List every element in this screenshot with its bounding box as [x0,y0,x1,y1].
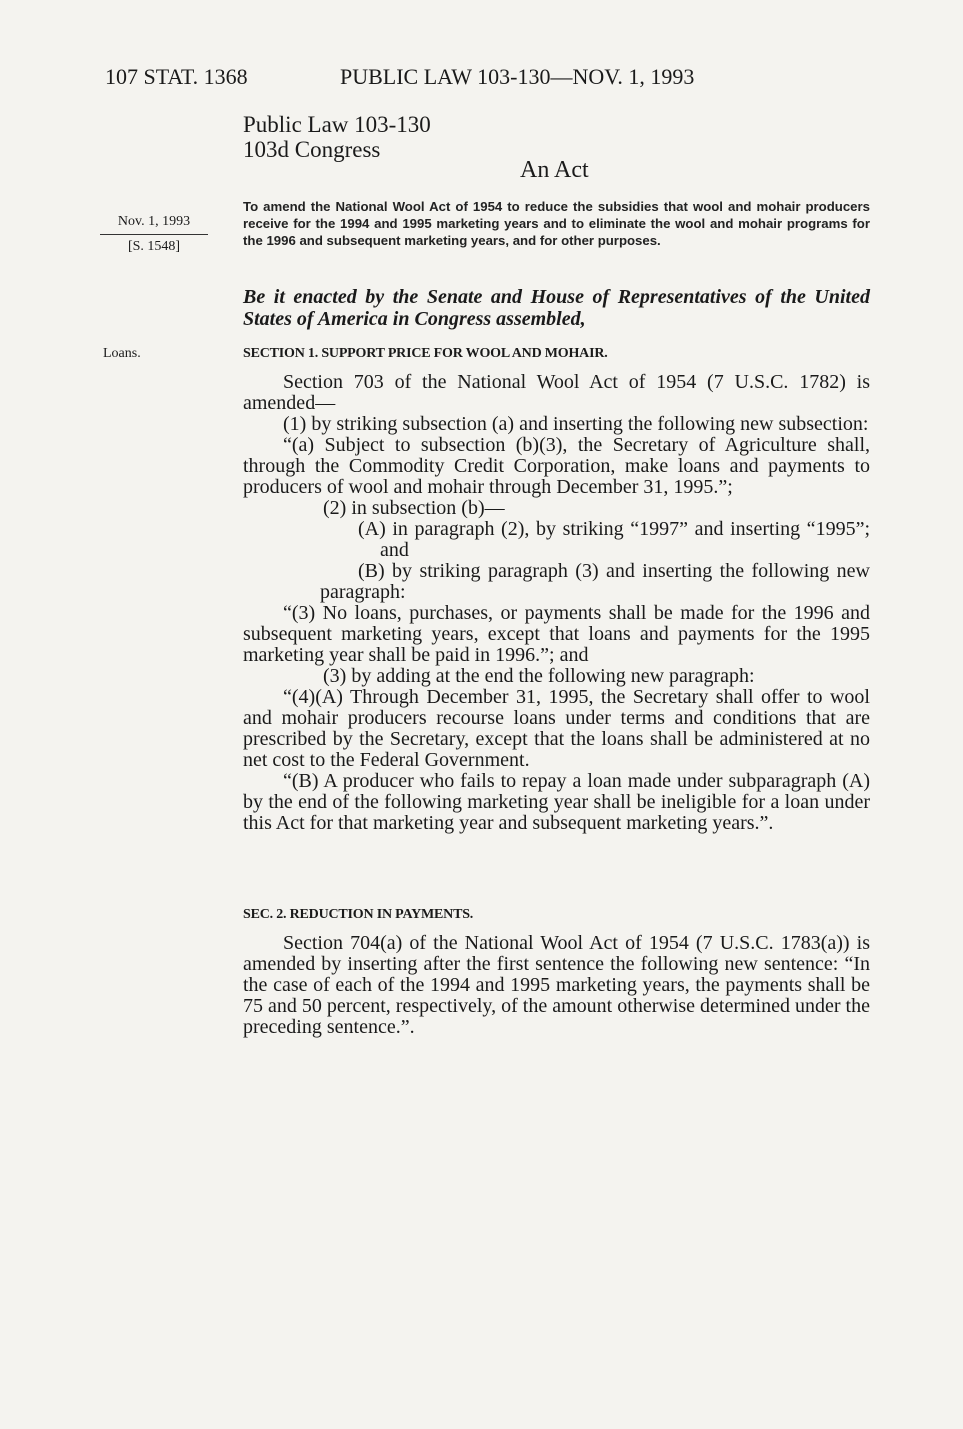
section-1-heading: SECTION 1. SUPPORT PRICE FOR WOOL AND MOHAIR. [243,346,608,361]
congress-number: 103d Congress [243,137,381,162]
stat-page-number: 107 STAT. 1368 [105,64,248,89]
enactment-date: Nov. 1, 1993 [117,214,191,229]
section-1-intro: Section 703 of the National Wool Act of 1954 (7 U.S.C. 1782) is amended— [243,371,870,414]
amendment-item-2a: (A) in paragraph (2), by striking “1997” and inserting “1995”; and [358,518,870,561]
margin-note-loans: Loans. [103,346,141,361]
quoted-paragraph-4a: “(4)(A) Through December 31, 1995, the Secretary shall offer to wool and mohair producers recourse loans under terms and conditions that are prescribed by the Secretary, except that the loans shall be administered at no net cost to the Federal Government. [243,686,870,771]
amendment-item-3: (3) by adding at the end the following new paragraph: [323,665,755,687]
section-1-body [243,372,870,834]
section-2-heading: SEC. 2. REDUCTION IN PAYMENTS. [243,907,474,922]
running-title: PUBLIC LAW 103-130—NOV. 1, 1993 [340,64,695,89]
public-law-title [243,112,431,162]
margin-date-note [100,213,208,256]
margin-rule [100,234,208,235]
amendment-item-2b: (B) by striking paragraph (3) and inserting the following new paragraph: [320,560,870,603]
amendment-item-1: (1) by striking subsection (a) and inserting the following new subsection: [283,413,869,435]
section-2-body [243,933,870,1038]
public-law-number: Public Law 103-130 [243,112,431,137]
quoted-paragraph-3: “(3) No loans, purchases, or payments shall be made for the 1996 and subsequent marketing years, except that loans and payments for the 1995 marketing year shall be paid in 1996.”; and [243,602,870,666]
enacting-clause: Be it enacted by the Senate and House of Representatives of the United States of America in Congress assembled, [243,286,870,330]
act-summary: To amend the National Wool Act of 1954 to reduce the subsidies that wool and mohair producers receive for the 1994 and 1995 marketing years and to eliminate the wool and mohair programs for the 1996 and subsequent marketing years, and for other purposes. [243,199,870,248]
section-2-text: Section 704(a) of the National Wool Act of 1954 (7 U.S.C. 1783(a)) is amended by inserting after the first sentence the following new sentence: “In the case of each of the 1994 and 1995 marketing years, the payments shall be 75 and 50 percent, respectively, of the amount otherwise determined under the preceding sentence.”. [243,932,870,1038]
quoted-subsection-a: “(a) Subject to subsection (b)(3), the Secretary of Agriculture shall, through the Commodity Credit Corporation, make loans and payments to producers of wool and mohair through December 31, 1995.”; [243,434,870,498]
bill-number: [S. 1548] [127,239,181,254]
amendment-item-2: (2) in subsection (b)— [323,497,505,519]
quoted-paragraph-4b: “(B) A producer who fails to repay a loan made under subparagraph (A) by the end of the following marketing year shall be ineligible for a loan under this Act for that marketing year and subsequent marketing years.”. [243,770,870,834]
an-act-heading: An Act [520,157,589,183]
